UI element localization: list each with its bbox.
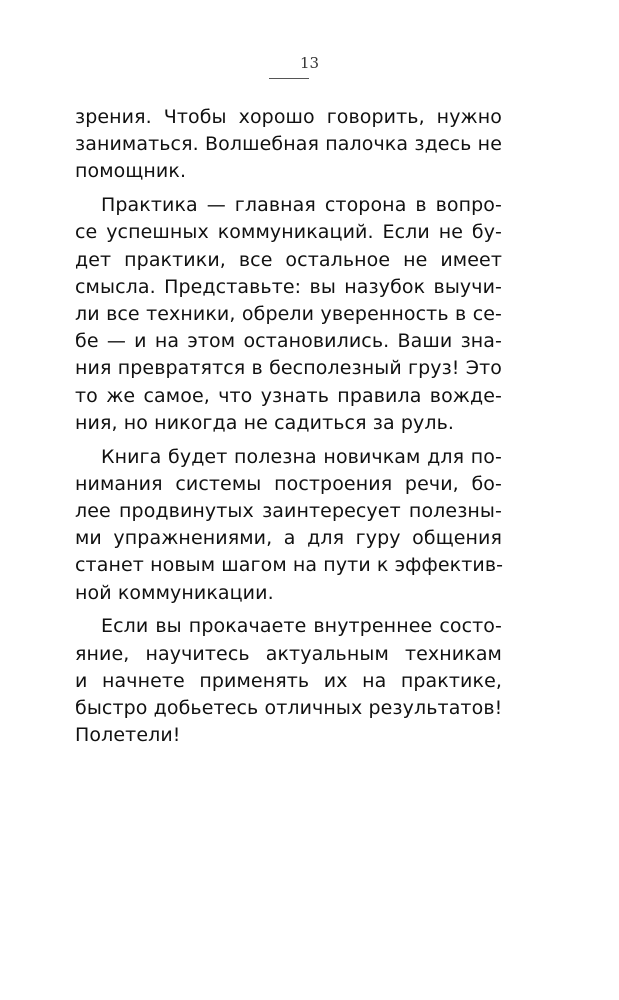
text-line: бе — и на этом остановились. Ваши зна- — [75, 330, 502, 353]
paragraph — [75, 192, 502, 437]
text-line: и начнете применять их на практике, — [75, 669, 502, 692]
paragraph — [75, 104, 502, 186]
body-text — [75, 104, 502, 756]
text-line: дет практики, все остальное не имеет — [75, 248, 502, 271]
page-number-rule — [269, 78, 309, 79]
paragraph — [75, 613, 502, 749]
text-line: Полетели! — [75, 724, 181, 747]
text-line: се успешных коммуникаций. Если не бу- — [75, 221, 502, 244]
text-line: Книга будет полезна новичкам для по- — [101, 445, 502, 468]
text-line: станет новым шагом на пути к эффектив- — [75, 554, 504, 577]
text-line: Если вы прокачаете внутреннее состо- — [101, 615, 502, 638]
page-number: 13 — [299, 54, 320, 72]
text-line: Практика — главная сторона в вопро- — [101, 194, 502, 217]
text-line: нимания системы построения речи, бо- — [75, 472, 502, 495]
text-line: ми упражнениями, а для гуру общения — [75, 527, 502, 550]
text-line: помощник. — [75, 160, 187, 183]
text-line: ной коммуникации. — [75, 581, 274, 604]
text-line: ли все техники, обрели уверенность в се- — [75, 303, 502, 326]
text-line: смысла. Представьте: вы назубок выучи- — [75, 275, 502, 298]
text-line: ния, но никогда не садиться за руль. — [75, 411, 455, 434]
text-line: заниматься. Волшебная палочка здесь не — [75, 133, 502, 156]
text-line: то же самое, что узнать правила вожде- — [75, 384, 502, 407]
text-line: яние, научитесь актуальным техникам — [75, 642, 502, 665]
text-line: быстро добьетесь отличных результатов! — [75, 697, 503, 720]
text-line: ния превратятся в бесполезный груз! Это — [75, 357, 502, 380]
text-line: зрения. Чтобы хорошо говорить, нужно — [75, 106, 502, 128]
text-line: лее продвинутых заинтересует полезны- — [75, 500, 502, 523]
paragraph — [75, 444, 502, 607]
